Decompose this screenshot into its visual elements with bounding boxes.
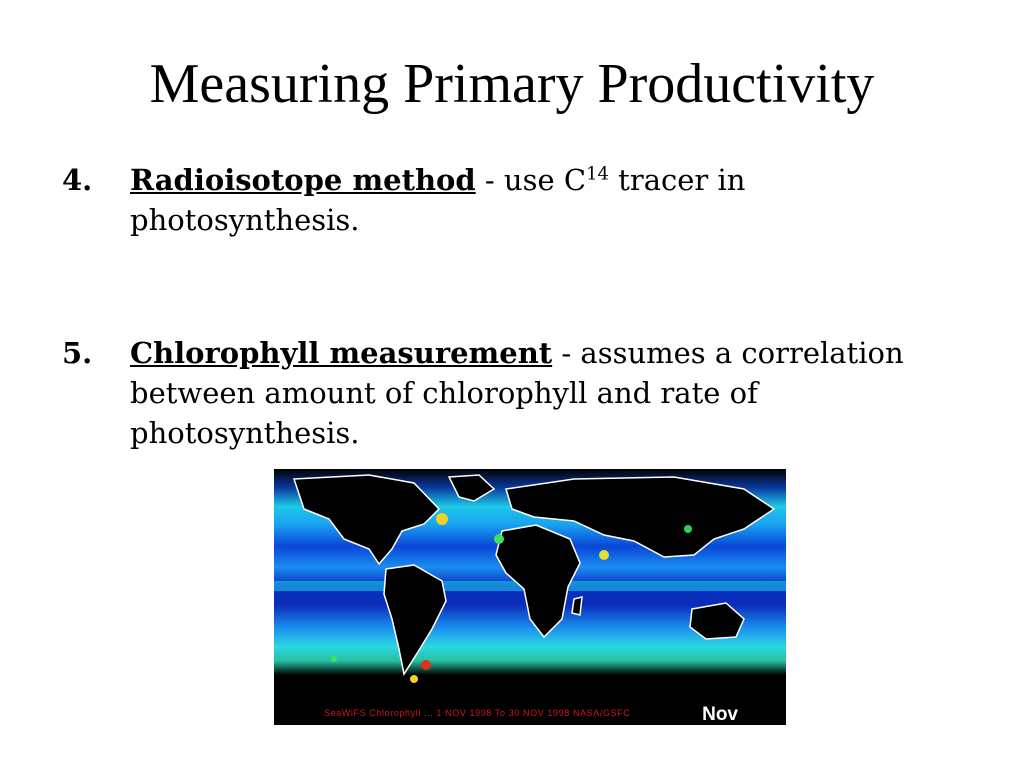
madagascar-shape <box>572 597 582 615</box>
list-item-chlorophyll <box>62 333 942 453</box>
item-text <box>130 160 962 240</box>
item-term: Radioisotope method <box>130 163 476 197</box>
item-number: 5. <box>62 336 93 370</box>
item-number: 4. <box>62 163 93 197</box>
item-superscript: 14 <box>586 163 609 185</box>
item-description-a: - use C <box>475 163 587 197</box>
list-item-radioisotope <box>62 160 962 240</box>
map-month-label: Nov <box>702 704 738 725</box>
slide-title: Measuring Primary Productivity <box>149 53 875 115</box>
item-term: Chlorophyll measurement <box>130 336 553 370</box>
item-text <box>130 333 942 453</box>
chlorophyll-world-map <box>274 469 786 725</box>
map-graphic <box>274 469 786 725</box>
item-description: - assumes a correlation between amount of chlorophyll and rate of photosynthesis. <box>130 336 904 450</box>
item-description-b: tracer in photosynthesis. <box>130 163 746 237</box>
map-source-caption: SeaWiFS Chlorophyll ... 1 NOV 1998 To 30 NOV 1998 NASA/GSFC <box>324 708 631 718</box>
map-caption-bar <box>274 703 786 725</box>
